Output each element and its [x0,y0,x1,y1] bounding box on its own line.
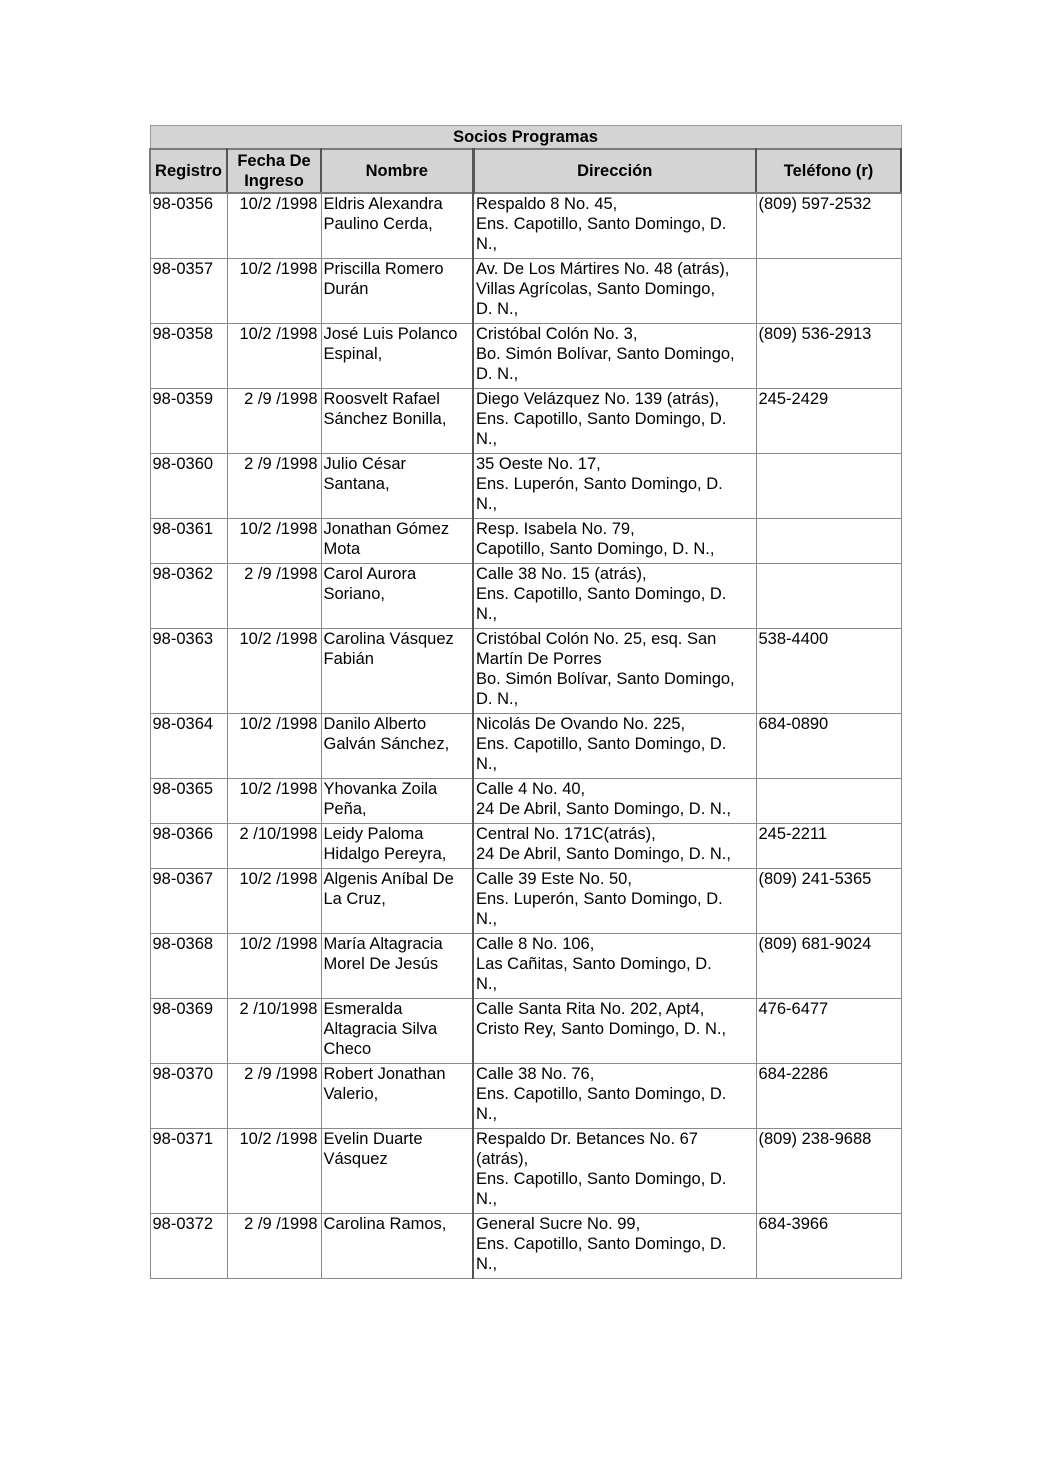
direccion-line: Calle 38 No. 76, [476,1065,595,1083]
cell-direccion [473,1064,756,1129]
cell-telefono: 476-6477 [756,999,901,1064]
cell-nombre [321,934,473,999]
direccion-line: Nicolás De Ovando No. 225, [476,715,686,733]
cell-fecha-ingreso: 10/2 /1998 [227,779,321,824]
cell-telefono: (809) 681-9024 [756,934,901,999]
direccion-line: Ens. Capotillo, Santo Domingo, D. [476,410,727,428]
direccion-line: Ens. Capotillo, Santo Domingo, D. [476,735,727,753]
cell-fecha-ingreso: 2 /9 /1998 [227,564,321,629]
cell-nombre [321,779,473,824]
direccion-line: N., [476,910,498,928]
cell-registro: 98-0363 [150,629,227,714]
direccion-line: Ens. Capotillo, Santo Domingo, D. [476,1170,727,1188]
cell-nombre [321,824,473,869]
table-row [150,869,901,934]
nombre-line: Priscilla Romero [323,260,444,278]
direccion-line: Respaldo Dr. Betances No. 67 [476,1130,698,1148]
cell-telefono [756,779,901,824]
nombre-line: Soriano, [323,585,385,603]
cell-fecha-ingreso: 10/2 /1998 [227,193,321,259]
nombre-line: Galván Sánchez, [323,735,450,753]
cell-registro: 98-0362 [150,564,227,629]
nombre-line: Algenis Aníbal De [323,870,454,888]
nombre-line: María Altagracia [323,935,443,953]
nombre-line: Durán [323,280,369,298]
table-row [150,1214,901,1279]
nombre-line: Yhovanka Zoila [323,780,438,798]
direccion-line: Calle 38 No. 15 (atrás), [476,565,647,583]
nombre-line: Julio César [323,455,407,473]
direccion-line: Villas Agrícolas, Santo Domingo, [476,280,716,298]
direccion-line: Cristóbal Colón No. 3, [476,325,638,343]
cell-registro: 98-0359 [150,389,227,454]
direccion-line: N., [476,755,498,773]
table-row [150,564,901,629]
direccion-line: Bo. Simón Bolívar, Santo Domingo, [476,345,735,363]
cell-nombre [321,193,473,259]
cell-fecha-ingreso: 10/2 /1998 [227,1129,321,1214]
direccion-line: Ens. Capotillo, Santo Domingo, D. [476,1085,727,1103]
cell-direccion [473,714,756,779]
table-row [150,934,901,999]
nombre-line: Valerio, [323,1085,379,1103]
cell-registro: 98-0356 [150,193,227,259]
cell-nombre [321,519,473,564]
cell-registro: 98-0371 [150,1129,227,1214]
cell-direccion [473,454,756,519]
direccion-line: Ens. Capotillo, Santo Domingo, D. [476,1235,727,1253]
cell-telefono [756,259,901,324]
nombre-line: Robert Jonathan [323,1065,446,1083]
cell-telefono: 538-4400 [756,629,901,714]
direccion-line: Resp. Isabela No. 79, [476,520,635,538]
direccion-line: N., [476,430,498,448]
cell-nombre [321,999,473,1064]
table-row [150,193,901,259]
nombre-line: Roosvelt Rafael [323,390,440,408]
cell-registro: 98-0357 [150,259,227,324]
cell-direccion [473,519,756,564]
cell-direccion [473,779,756,824]
cell-nombre [321,389,473,454]
cell-nombre [321,714,473,779]
nombre-line: Altagracia Silva [323,1020,438,1038]
cell-registro: 98-0360 [150,454,227,519]
table-body [150,193,901,1279]
cell-nombre [321,564,473,629]
nombre-line: Fabián [323,650,374,668]
table-row [150,999,901,1064]
nombre-line: Leidy Paloma [323,825,424,843]
cell-nombre [321,629,473,714]
table-row [150,629,901,714]
direccion-line: Respaldo 8 No. 45, [476,195,618,213]
cell-telefono: (809) 597-2532 [756,193,901,259]
header-telefono: Teléfono (r) [756,149,901,193]
direccion-line: Ens. Luperón, Santo Domingo, D. [476,890,723,908]
nombre-line: José Luis Polanco [323,325,458,343]
cell-registro: 98-0368 [150,934,227,999]
nombre-line: Paulino Cerda, [323,215,433,233]
cell-telefono: 684-0890 [756,714,901,779]
nombre-line: Sánchez Bonilla, [323,410,447,428]
direccion-line: Calle Santa Rita No. 202, Apt4, [476,1000,705,1018]
direccion-line: N., [476,1255,498,1273]
direccion-line: Calle 39 Este No. 50, [476,870,632,888]
table-row [150,519,901,564]
nombre-line: Eldris Alexandra [323,195,443,213]
cell-registro: 98-0367 [150,869,227,934]
cell-direccion [473,324,756,389]
table-row [150,1129,901,1214]
direccion-line: Bo. Simón Bolívar, Santo Domingo, [476,670,735,688]
cell-telefono: 245-2429 [756,389,901,454]
cell-fecha-ingreso: 2 /9 /1998 [227,1214,321,1279]
direccion-line: Ens. Capotillo, Santo Domingo, D. [476,585,727,603]
direccion-line: (atrás), [476,1150,529,1168]
cell-fecha-ingreso: 2 /9 /1998 [227,454,321,519]
direccion-line: Ens. Capotillo, Santo Domingo, D. [476,215,727,233]
nombre-line: La Cruz, [323,890,386,908]
cell-fecha-ingreso: 2 /9 /1998 [227,1064,321,1129]
cell-telefono: 684-3966 [756,1214,901,1279]
table-caption: Socios Programas [150,126,901,150]
direccion-line: N., [476,1105,498,1123]
direccion-line: 24 De Abril, Santo Domingo, D. N., [476,800,731,818]
cell-telefono [756,519,901,564]
cell-fecha-ingreso: 10/2 /1998 [227,324,321,389]
table-row [150,824,901,869]
nombre-line: Jonathan Gómez [323,520,450,538]
direccion-line: Capotillo, Santo Domingo, D. N., [476,540,715,558]
nombre-line: Danilo Alberto [323,715,427,733]
cell-telefono: 245-2211 [756,824,901,869]
cell-fecha-ingreso: 2 /9 /1998 [227,389,321,454]
direccion-line: Las Cañitas, Santo Domingo, D. [476,955,712,973]
cell-telefono: (809) 241-5365 [756,869,901,934]
cell-nombre [321,259,473,324]
members-table [149,125,902,1279]
cell-registro: 98-0366 [150,824,227,869]
nombre-line: Santana, [323,475,390,493]
table-row [150,454,901,519]
cell-direccion [473,564,756,629]
cell-direccion [473,1129,756,1214]
cell-telefono: (809) 238-9688 [756,1129,901,1214]
direccion-line: N., [476,1190,498,1208]
cell-nombre [321,869,473,934]
members-table-container [149,125,900,1279]
direccion-line: Martín De Porres [476,650,602,668]
cell-direccion [473,629,756,714]
direccion-line: General Sucre No. 99, [476,1215,641,1233]
cell-registro: 98-0365 [150,779,227,824]
cell-registro: 98-0361 [150,519,227,564]
direccion-line: N., [476,975,498,993]
cell-fecha-ingreso: 10/2 /1998 [227,934,321,999]
direccion-line: D. N., [476,690,519,708]
cell-fecha-ingreso: 10/2 /1998 [227,259,321,324]
cell-registro: 98-0364 [150,714,227,779]
direccion-line: Calle 4 No. 40, [476,780,586,798]
cell-fecha-ingreso: 10/2 /1998 [227,869,321,934]
cell-direccion [473,869,756,934]
direccion-line: N., [476,235,498,253]
cell-direccion [473,1214,756,1279]
direccion-line: Central No. 171C(atrás), [476,825,656,843]
nombre-line: Esmeralda [323,1000,403,1018]
header-fecha-ingreso: Fecha De Ingreso [227,149,321,193]
direccion-line: D. N., [476,365,519,383]
nombre-line: Evelin Duarte [323,1130,423,1148]
nombre-line: Carolina Ramos, [323,1215,447,1233]
nombre-line: Peña, [323,800,367,818]
table-row [150,389,901,454]
direccion-line: Diego Velázquez No. 139 (atrás), [476,390,720,408]
cell-registro: 98-0372 [150,1214,227,1279]
header-direccion: Dirección [473,149,756,193]
nombre-line: Carolina Vásquez [323,630,454,648]
direccion-line: N., [476,495,498,513]
nombre-line: Vásquez [323,1150,388,1168]
cell-direccion [473,999,756,1064]
cell-telefono: (809) 536-2913 [756,324,901,389]
table-row [150,324,901,389]
cell-telefono: 684-2286 [756,1064,901,1129]
header-registro: Registro [150,149,227,193]
table-row [150,1064,901,1129]
cell-telefono [756,454,901,519]
header-nombre: Nombre [321,149,473,193]
direccion-line: Cristóbal Colón No. 25, esq. San [476,630,717,648]
cell-direccion [473,193,756,259]
cell-direccion [473,934,756,999]
table-row [150,779,901,824]
cell-nombre [321,1064,473,1129]
cell-nombre [321,1214,473,1279]
cell-nombre [321,1129,473,1214]
direccion-line: Ens. Luperón, Santo Domingo, D. [476,475,723,493]
direccion-line: Cristo Rey, Santo Domingo, D. N., [476,1020,727,1038]
cell-fecha-ingreso: 2 /10/1998 [227,824,321,869]
nombre-line: Carol Aurora [323,565,417,583]
cell-fecha-ingreso: 10/2 /1998 [227,629,321,714]
direccion-line: Calle 8 No. 106, [476,935,595,953]
direccion-line: 35 Oeste No. 17, [476,455,601,473]
cell-fecha-ingreso: 2 /10/1998 [227,999,321,1064]
direccion-line: 24 De Abril, Santo Domingo, D. N., [476,845,731,863]
table-row [150,259,901,324]
cell-telefono [756,564,901,629]
direccion-line: Av. De Los Mártires No. 48 (atrás), [476,260,730,278]
nombre-line: Mota [323,540,361,558]
cell-registro: 98-0370 [150,1064,227,1129]
nombre-line: Checo [323,1040,372,1058]
cell-direccion [473,824,756,869]
cell-fecha-ingreso: 10/2 /1998 [227,519,321,564]
cell-fecha-ingreso: 10/2 /1998 [227,714,321,779]
cell-direccion [473,389,756,454]
cell-nombre [321,324,473,389]
cell-direccion [473,259,756,324]
cell-nombre [321,454,473,519]
cell-registro: 98-0369 [150,999,227,1064]
nombre-line: Espinal, [323,345,383,363]
table-row [150,714,901,779]
nombre-line: Hidalgo Pereyra, [323,845,447,863]
direccion-line: D. N., [476,300,519,318]
cell-registro: 98-0358 [150,324,227,389]
nombre-line: Morel De Jesús [323,955,439,973]
direccion-line: N., [476,605,498,623]
